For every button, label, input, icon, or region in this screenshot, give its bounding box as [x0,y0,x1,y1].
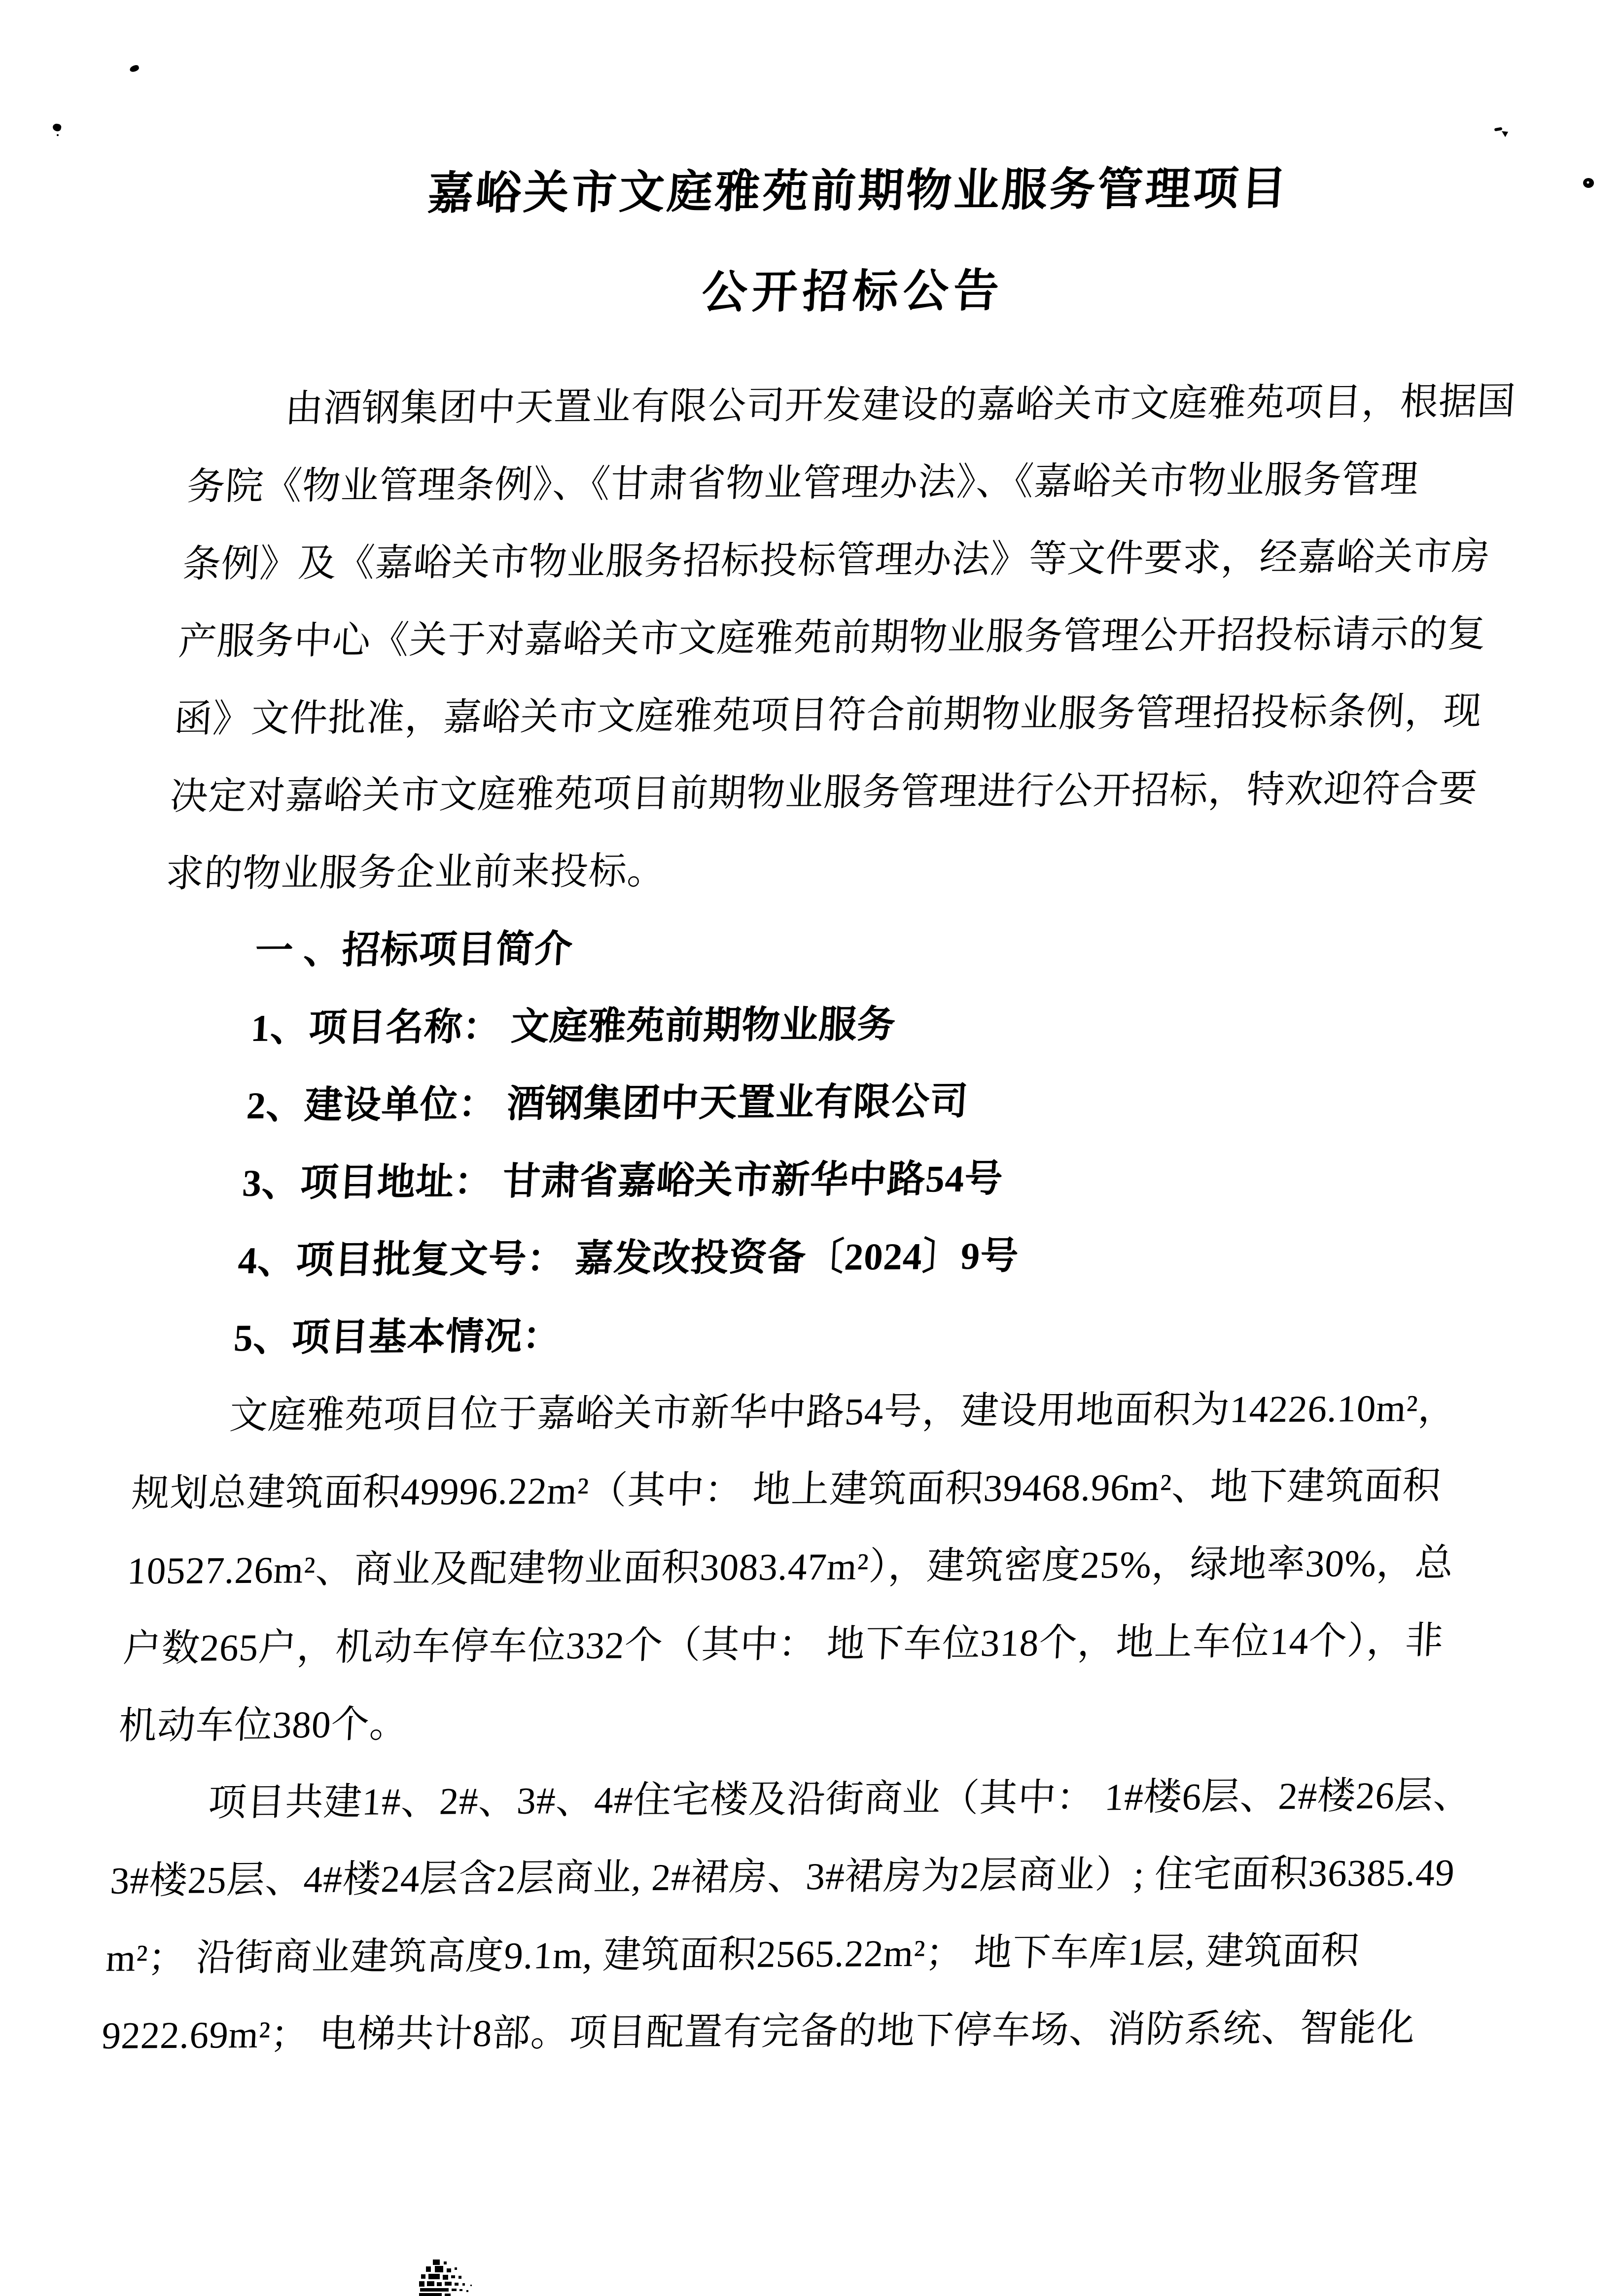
ink-speck-icon [57,134,59,136]
list-item-address: 3、项目地址： 甘肃省嘉峪关市新华中路54号 [241,1157,1004,1205]
intro-line-6: 决定对嘉峪关市文庭雅苑项目前期物业服务管理进行公开招标，特欢迎符合要 [169,767,1479,818]
section-1-heading: 一 、招标项目简介 [254,927,574,972]
intro-line-1: 由酒钢集团中天置业有限公司开发建设的嘉峪关市文庭雅苑项目，根据国 [283,380,1517,430]
intro-paragraph [164,362,1545,913]
basic-info-line-3: 10527.26m²、商业及配建物业面积3083.47m²），建筑密度25%，绿地率30%，总 [126,1542,1455,1592]
basic-info-line-2: 规划总建筑面积49996.22m²（其中： 地上建筑面积39468.96m²、地下建筑面积 [130,1464,1443,1515]
document-title-line-1: 嘉峪关市文庭雅苑前期物业服务管理项目 [426,163,1290,219]
basic-info-paragraph [117,1369,1490,1765]
buildings-line-4: 9222.69m²； 电梯共计8部。项目配置有完备的地下停车场、消防系统、智能化 [101,2006,1416,2057]
intro-line-5: 函》文件批准，嘉峪关市文庭雅苑项目符合前期物业服务管理招投标条例，现 [173,689,1483,740]
section-1-item-list [138,982,1511,1377]
basic-info-line-4: 户数265户，机动车停车位332个（其中： 地下车位318个，地上车位14个），非 [122,1619,1445,1670]
list-item-basic-info: 5、项目基本情况： [233,1315,563,1360]
list-item-approval-number: 4、项目批复文号： 嘉发改投资备〔2024〕9号 [237,1234,1020,1282]
intro-line-4: 产服务中心《关于对嘉峪关市文庭雅苑前期物业服务管理公开招投标请示的复 [177,612,1487,663]
document-title-line-2: 公开招标公告 [700,265,1005,318]
buildings-paragraph [100,1757,1473,2075]
list-item-builder: 2、建设单位： 酒钢集团中天置业有限公司 [245,1080,970,1127]
intro-line-3: 条例》及《嘉峪关市物业服务招标投标管理办法》等文件要求，经嘉峪关市房 [181,535,1492,585]
bottom-smudge-artifact [419,2258,474,2296]
ink-speck-icon [1583,178,1594,188]
list-item-project-name: 1、项目名称： 文庭雅苑前期物业服务 [249,1003,897,1049]
intro-line-7: 求的物业服务企业前来投标。 [164,849,667,896]
document-body [100,362,1545,2075]
buildings-line-2: 3#楼25层、4#楼24层含2层商业, 2#裙房、3#裙房为2层商业）; 住宅面积36385.49 [109,1851,1456,1902]
basic-info-line-1: 文庭雅苑项目位于嘉峪关市新华中路54号，建设用地面积为14226.10m²， [228,1387,1458,1437]
buildings-line-1: 项目共建1#、2#、3#、4#住宅楼及沿街商业（其中： 1#楼6层、2#楼26层、 [207,1773,1473,1824]
buildings-line-3: m²； 沿街商业建筑高度9.1m, 建筑面积2565.22m²； 地下车库1层, 建筑面积 [105,1929,1361,1979]
intro-line-2: 务院《物业管理条例》、《甘肃省物业管理办法》、《嘉峪关市物业服务管理 [186,458,1420,508]
smudge-noise-icon [419,2258,474,2296]
basic-info-line-5: 机动车位380个。 [117,1703,410,1747]
